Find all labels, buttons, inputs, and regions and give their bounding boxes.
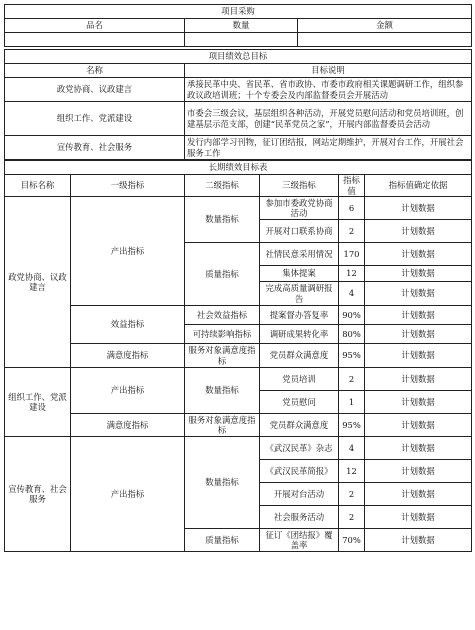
level3-indicator: 提案督办答复率 bbox=[260, 306, 339, 325]
procurement-cell-empty bbox=[5, 33, 185, 47]
header-level3: 三级指标 bbox=[260, 175, 339, 197]
indicator-value: 12 bbox=[339, 460, 365, 483]
header-basis: 指标值确定依据 bbox=[365, 175, 472, 197]
level3-indicator: 党员群众满意度 bbox=[260, 344, 339, 368]
indicator-value: 90% bbox=[339, 306, 365, 325]
indicator-basis: 计划数据 bbox=[365, 243, 472, 266]
header-level2: 二级指标 bbox=[185, 175, 260, 197]
level3-indicator: 社情民意采用情况 bbox=[260, 243, 339, 266]
procurement-header-name: 品名 bbox=[5, 19, 185, 33]
level3-indicator: 党员慰问 bbox=[260, 391, 339, 414]
level3-indicator: 开展对台活动 bbox=[260, 483, 339, 506]
indicator-value: 2 bbox=[339, 220, 365, 243]
indicator-basis: 计划数据 bbox=[365, 368, 472, 391]
indicator-basis: 计划数据 bbox=[365, 437, 472, 460]
level3-indicator: 《武汉民革》杂志 bbox=[260, 437, 339, 460]
indicator-basis: 计划数据 bbox=[365, 529, 472, 552]
goal-name: 政党协商、议政建言 bbox=[5, 197, 71, 368]
level1-indicator: 满意度指标 bbox=[71, 344, 185, 368]
indicator-value: 4 bbox=[339, 437, 365, 460]
indicator-value: 95% bbox=[339, 414, 365, 437]
header-value: 指标值 bbox=[339, 175, 365, 197]
header-goal: 目标名称 bbox=[5, 175, 71, 197]
indicator-basis: 计划数据 bbox=[365, 220, 472, 243]
procurement-table bbox=[4, 4, 472, 47]
summary-row-desc: 市委会三级会议，基层组织各种活动，开展党员慰问活动和党员培训班，创建基层示范支部，创建“民革党员之家”，开展内部监督委员会活动 bbox=[185, 102, 472, 136]
summary-header-desc: 目标说明 bbox=[185, 64, 472, 78]
indicator-basis: 计划数据 bbox=[365, 325, 472, 344]
level2-indicator: 可持续影响指标 bbox=[185, 325, 260, 344]
summary-table bbox=[4, 49, 472, 160]
indicator-basis: 计划数据 bbox=[365, 506, 472, 529]
level3-indicator: 完成高质量调研报告 bbox=[260, 282, 339, 306]
level3-indicator: 《武汉民革简报》 bbox=[260, 460, 339, 483]
indicator-value: 2 bbox=[339, 506, 365, 529]
indicator-basis: 计划数据 bbox=[365, 344, 472, 368]
level2-indicator: 质量指标 bbox=[185, 243, 260, 306]
goal-name: 组织工作、党派建设 bbox=[5, 368, 71, 437]
indicator-basis: 计划数据 bbox=[365, 282, 472, 306]
level3-indicator: 党员培训 bbox=[260, 368, 339, 391]
summary-row-name: 宣传教育、社会服务 bbox=[5, 136, 185, 160]
indicator-basis: 计划数据 bbox=[365, 266, 472, 282]
summary-title: 项目绩效总目标 bbox=[5, 50, 472, 64]
level1-indicator: 产出指标 bbox=[71, 368, 185, 414]
procurement-cell-empty bbox=[185, 33, 298, 47]
level2-indicator: 社会效益指标 bbox=[185, 306, 260, 325]
indicator-value: 80% bbox=[339, 325, 365, 344]
level2-indicator: 数量指标 bbox=[185, 437, 260, 529]
summary-header-name: 名称 bbox=[5, 64, 185, 78]
level2-indicator: 数量指标 bbox=[185, 197, 260, 243]
level3-indicator: 征订《团结报》覆盖率 bbox=[260, 529, 339, 552]
level3-indicator: 党员群众满意度 bbox=[260, 414, 339, 437]
longterm-title: 长期绩效目标表 bbox=[5, 161, 472, 175]
level1-indicator: 产出指标 bbox=[71, 437, 185, 552]
indicator-value: 4 bbox=[339, 282, 365, 306]
procurement-cell-empty bbox=[298, 33, 472, 47]
indicator-basis: 计划数据 bbox=[365, 483, 472, 506]
indicator-value: 95% bbox=[339, 344, 365, 368]
header-level1: 一级指标 bbox=[71, 175, 185, 197]
summary-row-name: 组织工作、党派建设 bbox=[5, 102, 185, 136]
level3-indicator: 开展对口联系协商 bbox=[260, 220, 339, 243]
indicator-basis: 计划数据 bbox=[365, 391, 472, 414]
indicator-basis: 计划数据 bbox=[365, 197, 472, 220]
indicator-basis: 计划数据 bbox=[365, 460, 472, 483]
indicator-value: 6 bbox=[339, 197, 365, 220]
level1-indicator: 满意度指标 bbox=[71, 414, 185, 437]
level2-indicator: 服务对象满意度指标 bbox=[185, 344, 260, 368]
document-page bbox=[4, 4, 471, 552]
procurement-title: 项目采购 bbox=[5, 5, 472, 19]
goal-name: 宣传教育、社会服务 bbox=[5, 437, 71, 552]
indicator-value: 12 bbox=[339, 266, 365, 282]
level1-indicator: 效益指标 bbox=[71, 306, 185, 344]
level2-indicator: 服务对象满意度指标 bbox=[185, 414, 260, 437]
indicator-value: 1 bbox=[339, 391, 365, 414]
level1-indicator: 产出指标 bbox=[71, 197, 185, 306]
indicator-value: 70% bbox=[339, 529, 365, 552]
summary-row-desc: 承接民革中央、省民革、省市政协、市委市政府相关课题调研工作，组织参政议政培训班；十个专委会及内部监督委员会开展活动 bbox=[185, 78, 472, 102]
indicator-value: 170 bbox=[339, 243, 365, 266]
procurement-header-qty: 数量 bbox=[185, 19, 298, 33]
longterm-table bbox=[4, 160, 472, 552]
indicator-value: 2 bbox=[339, 368, 365, 391]
indicator-basis: 计划数据 bbox=[365, 414, 472, 437]
level3-indicator: 参加市委政党协商活动 bbox=[260, 197, 339, 220]
level2-indicator: 质量指标 bbox=[185, 529, 260, 552]
procurement-header-amount: 金额 bbox=[298, 19, 472, 33]
summary-row-name: 政党协商、议政建言 bbox=[5, 78, 185, 102]
level3-indicator: 社会服务活动 bbox=[260, 506, 339, 529]
level3-indicator: 调研成果转化率 bbox=[260, 325, 339, 344]
summary-row-desc: 发行内部学习刊物，征订团结报，网站定期维护，开展对台工作，开展社会服务工作 bbox=[185, 136, 472, 160]
level2-indicator: 数量指标 bbox=[185, 368, 260, 414]
indicator-value: 2 bbox=[339, 483, 365, 506]
indicator-basis: 计划数据 bbox=[365, 306, 472, 325]
level3-indicator: 集体提案 bbox=[260, 266, 339, 282]
